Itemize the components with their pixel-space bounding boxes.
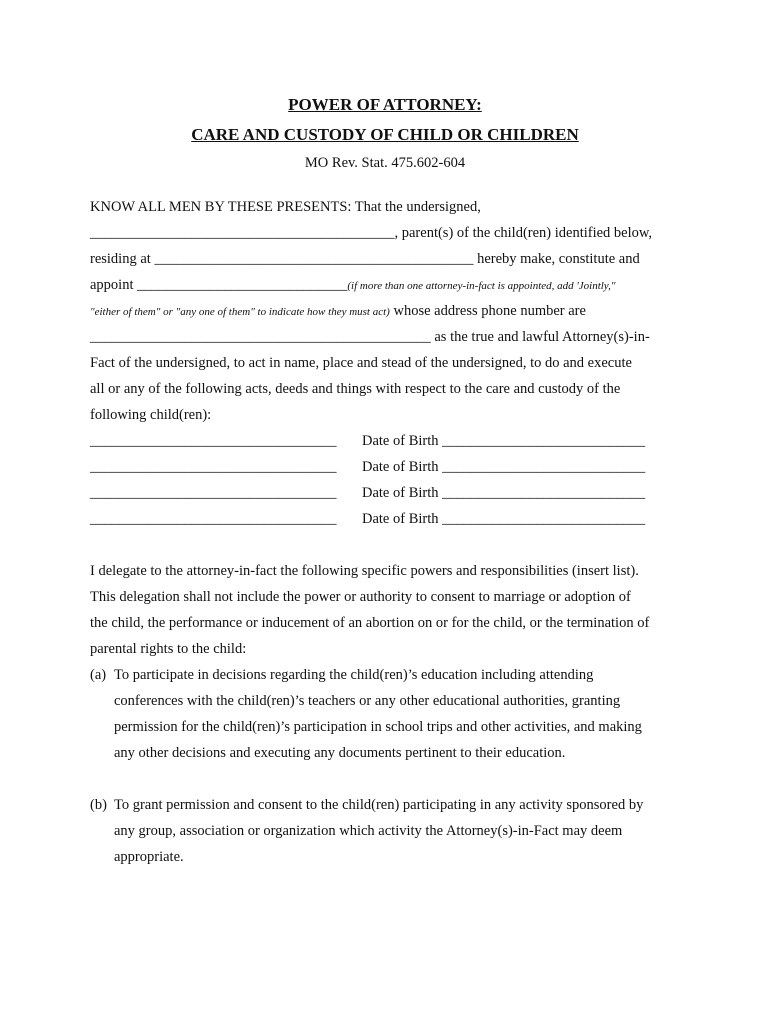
power-a-line-2: conferences with the child(ren)’s teachers or any other educational authorities, granting <box>114 693 621 709</box>
delegation-line-1: I delegate to the attorney-in-fact the following specific powers and responsibilities (insert list). <box>90 563 639 579</box>
power-a-line-3: permission for the child(ren)’s participation in school trips and other activities, and making <box>114 719 642 735</box>
title-line-2: CARE AND CUSTODY OF CHILD OR CHILDREN <box>191 125 579 144</box>
dob-label: Date of Birth <box>362 433 439 449</box>
dob-group <box>362 484 645 502</box>
intro-line-3-text: hereby make, constitute and <box>477 251 640 267</box>
power-b-line-3: appropriate. <box>114 849 184 865</box>
child-row-1 <box>90 432 646 450</box>
residence-blank[interactable]: ____________________________________________ <box>154 251 474 267</box>
intro-line-9: following child(ren): <box>90 407 212 423</box>
child-name-blank[interactable]: __________________________________ <box>90 459 337 475</box>
intro-line-6 <box>90 328 650 346</box>
dob-blank[interactable]: ____________________________ <box>442 433 646 449</box>
dob-label: Date of Birth <box>362 511 439 527</box>
delegation-line-2: This delegation shall not include the power or authority to consent to marriage or adoption of <box>90 589 631 605</box>
intro-line-3 <box>90 250 640 268</box>
delegation-line-4: parental rights to the child: <box>90 641 247 657</box>
child-row-3 <box>90 484 646 502</box>
dob-group <box>362 510 645 528</box>
residing-label: residing at <box>90 251 151 267</box>
attorney-name-blank[interactable]: _____________________________ <box>137 277 348 293</box>
dob-group <box>362 432 645 450</box>
power-b-line-2: any group, association or organization which activity the Attorney(s)-in-Fact may deem <box>114 823 623 839</box>
intro-line-7: Fact of the undersigned, to act in name, place and stead of the undersigned, to do and execute <box>90 355 632 371</box>
power-a-line-1: To participate in decisions regarding the child(ren)’s education including attending <box>114 667 594 683</box>
dob-label: Date of Birth <box>362 485 439 501</box>
address-phone-blank[interactable]: _______________________________________________ <box>90 329 431 345</box>
statute-reference: MO Rev. Stat. 475.602-604 <box>304 155 466 171</box>
title-line-1: POWER OF ATTORNEY: <box>288 95 482 114</box>
parent-name-blank[interactable]: __________________________________________ <box>90 225 395 241</box>
intro-line-2-text: , parent(s) of the child(ren) identified below, <box>394 225 653 241</box>
delegation-line-3: the child, the performance or inducement of an abortion on or for the child, or the termination of <box>90 615 650 631</box>
child-name-blank[interactable]: __________________________________ <box>90 511 337 527</box>
power-b-line-1: To grant permission and consent to the child(ren) participating in any activity sponsored by <box>114 797 644 813</box>
intro-line-1: KNOW ALL MEN BY THESE PRESENTS: That the undersigned, <box>90 199 481 215</box>
intro-line-5 <box>90 302 586 321</box>
child-row-2 <box>90 458 646 476</box>
attorney-note-1: (if more than one attorney-in-fact is appointed, add 'Jointly," <box>347 280 616 292</box>
dob-blank[interactable]: ____________________________ <box>442 459 646 475</box>
dob-label: Date of Birth <box>362 459 439 475</box>
child-name-blank[interactable]: __________________________________ <box>90 485 337 501</box>
intro-line-6-text: as the true and lawful Attorney(s)-in- <box>434 329 650 345</box>
power-b-marker: (b) <box>90 797 107 813</box>
child-row-4 <box>90 510 646 528</box>
intro-line-5-text: whose address phone number are <box>393 303 586 319</box>
power-a-marker: (a) <box>90 667 107 683</box>
power-a-line-4: any other decisions and executing any documents pertinent to their education. <box>114 745 566 761</box>
attorney-note-2: "either of them" or "any one of them" to indicate how they must act) <box>90 306 390 318</box>
child-name-blank[interactable]: __________________________________ <box>90 433 337 449</box>
dob-blank[interactable]: ____________________________ <box>442 485 646 501</box>
dob-blank[interactable]: ____________________________ <box>442 511 646 527</box>
intro-line-8: all or any of the following acts, deeds and things with respect to the care and custody of the <box>90 381 621 397</box>
dob-group <box>362 458 645 476</box>
intro-line-2 <box>90 224 652 242</box>
intro-line-4 <box>90 276 615 295</box>
appoint-label: appoint <box>90 277 134 293</box>
